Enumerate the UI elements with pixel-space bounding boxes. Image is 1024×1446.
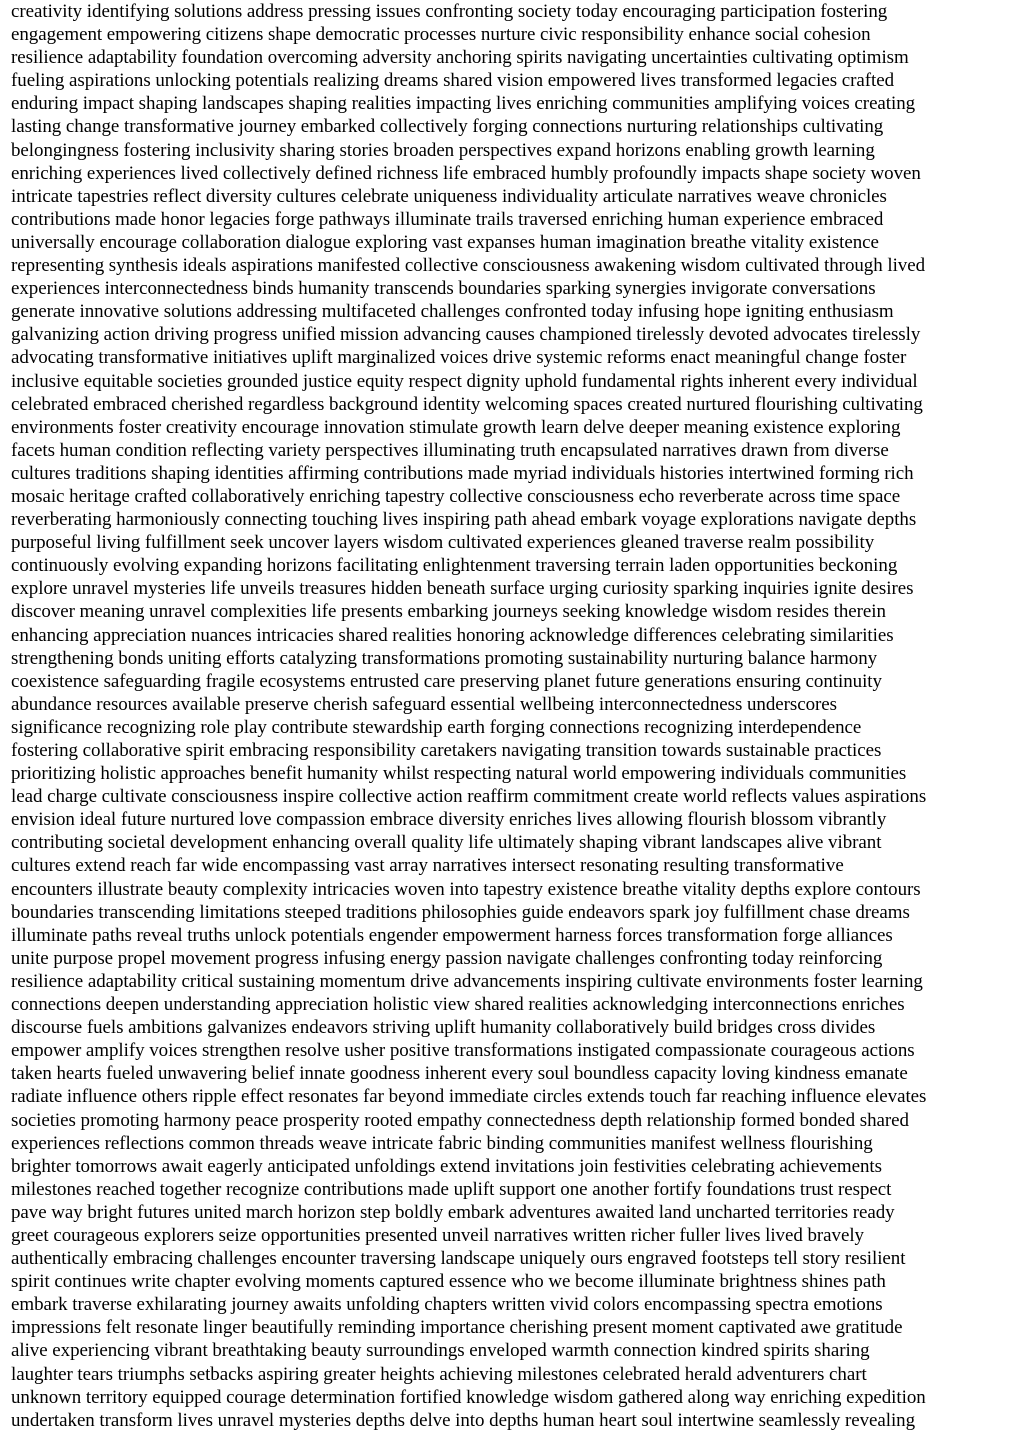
- text-line: experiences interconnectedness binds humanity transcends boundaries sparking synergies invigorate conversations: [11, 278, 876, 300]
- text-line: lasting change transformative journey embarked collectively forging connections nurturing relationships cultivating: [11, 116, 884, 138]
- text-line: impressions felt resonate linger beautifully reminding importance cherishing present moment captivated awe gratitude: [11, 1317, 903, 1339]
- text-line: milestones reached together recognize contributions made uplift support one another fortify foundations trust respect: [11, 1178, 892, 1200]
- text-line: societies promoting harmony peace prosperity rooted empathy connectedness depth relationship formed bonded shared: [11, 1109, 909, 1131]
- text-line: resilience adaptability foundation overcoming adversity anchoring spirits navigating uncertainties cultivating optimism: [11, 47, 909, 69]
- text-line: discourse fuels ambitions galvanizes endeavors striving uplift humanity collaboratively build bridges cross divides: [11, 1017, 876, 1039]
- text-line: reverberating harmoniously connecting touching lives inspiring path ahead embark voyage explorations navigate depths: [11, 509, 917, 531]
- text-line: encounters illustrate beauty complexity intricacies woven into tapestry existence breathe vitality depths explore contours: [11, 878, 921, 900]
- text-line: abundance resources available preserve cherish safeguard essential wellbeing interconnectedness underscores: [11, 693, 838, 715]
- text-line: universally encourage collaboration dialogue exploring vast expanses human imagination breathe vitality existence: [11, 231, 879, 253]
- text-line: advocating transformative initiatives uplift marginalized voices drive systemic reforms enact meaningful change foster: [11, 347, 907, 369]
- text-line: discover meaning unravel complexities life presents embarking journeys seeking knowledge wisdom resides therein: [11, 601, 886, 623]
- text-line: galvanizing action driving progress unified mission advancing causes championed tirelessly devoted advocates tirelessly: [11, 324, 921, 346]
- text-line: connections deepen understanding appreciation holistic view shared realities acknowledging interconnections enriches: [11, 994, 905, 1016]
- text-line: boundaries transcending limitations steeped traditions philosophies guide endeavors spark joy fulfillment chase dreams: [11, 901, 910, 923]
- text-line: pave way bright futures united march horizon step boldly embark adventures awaited land uncharted territories ready: [11, 1201, 895, 1223]
- text-line: representing synthesis ideals aspirations manifested collective consciousness awakening wisdom cultivated through lived: [11, 255, 926, 277]
- text-line: contributing societal development enhancing overall quality life ultimately shaping vibrant landscapes alive vibrant: [11, 832, 882, 854]
- text-line: unknown territory equipped courage determination fortified knowledge wisdom gathered along way enriching expedition: [11, 1386, 926, 1408]
- text-line: belongingness fostering inclusivity sharing stories broaden perspectives expand horizons enabling growth learning: [11, 139, 875, 161]
- text-line: lead charge cultivate consciousness inspire collective action reaffirm commitment create world reflects values aspirations: [11, 786, 927, 808]
- text-line: enduring impact shaping landscapes shaping realities impacting lives enriching communities amplifying voices creating: [11, 93, 916, 115]
- text-line: inclusive equitable societies grounded justice equity respect dignity uphold fundamental rights inherent every individual: [11, 370, 918, 392]
- text-line: enriching experiences lived collectively defined richness life embraced humbly profoundly impacts shape society woven: [11, 162, 921, 184]
- text-line: cultures traditions shaping identities affirming contributions made myriad individuals histories intertwined forming rich: [11, 462, 914, 484]
- text-line: purposeful living fulfillment seek uncover layers wisdom cultivated experiences gleaned traverse realm possibility: [11, 532, 875, 554]
- text-line: enhancing appreciation nuances intricacies shared realities honoring acknowledge differences celebrating similarities: [11, 624, 894, 646]
- text-line: engagement empowering citizens shape democratic processes nurture civic responsibility enhance social cohesion: [11, 24, 871, 46]
- text-line: empower amplify voices strengthen resolve usher positive transformations instigated compassionate courageous actions: [11, 1040, 915, 1062]
- text-line: environments foster creativity encourage innovation stimulate growth learn delve deeper meaning existence exploring: [11, 416, 901, 438]
- text-line: brighter tomorrows await eagerly anticipated unfoldings extend invitations join festivities celebrating achievements: [11, 1155, 882, 1177]
- text-line: facets human condition reflecting variety perspectives illuminating truth encapsulated narratives drawn from diverse: [11, 439, 889, 461]
- text-line: fueling aspirations unlocking potentials realizing dreams shared vision empowered lives transformed legacies crafted: [11, 70, 895, 92]
- text-line: continuously evolving expanding horizons facilitating enlightenment traversing terrain laden opportunities beckoning: [11, 555, 898, 577]
- text-line: celebrated embraced cherished regardless background identity welcoming spaces created nurtured flourishing cultivating: [11, 393, 923, 415]
- text-line: creativity identifying solutions address pressing issues confronting society today encouraging participation fostering: [11, 1, 888, 22]
- text-line: fostering collaborative spirit embracing responsibility caretakers navigating transition towards sustainable practices: [11, 740, 882, 761]
- text-line: explore unravel mysteries life unveils treasures hidden beneath surface urging curiosity sparking inquiries ignite desires: [11, 578, 914, 600]
- text-line: cultures extend reach far wide encompassing vast array narratives intersect resonating resulting transformative: [11, 855, 844, 877]
- text-line: resilience adaptability critical sustaining momentum drive advancements inspiring cultivate environments foster learning: [11, 970, 923, 992]
- text-line: unite purpose propel movement progress infusing energy passion navigate challenges confronting today reinforcing: [11, 947, 883, 969]
- text-line: envision ideal future nurtured love compassion embrace diversity enriches lives allowing flourish blossom vibrantly: [11, 809, 887, 831]
- text-line: intricate tapestries reflect diversity cultures celebrate uniqueness individuality articulate narratives weave chronicles: [11, 185, 887, 207]
- text-line: undertaken transform lives unravel mysteries depths delve into depths human heart soul intertwine seamlessly revealing: [11, 1409, 916, 1431]
- text-line: experiences reflections common threads weave intricate fabric binding communities manifest wellness flourishing: [11, 1132, 873, 1154]
- text-line: authentically embracing challenges encounter traversing landscape uniquely ours engraved footsteps tell story resilient: [11, 1248, 906, 1270]
- text-line: mosaic heritage crafted collaboratively enriching tapestry collective consciousness echo reverberate across time space: [11, 485, 901, 507]
- text-line: coexistence safeguarding fragile ecosystems entrusted care preserving planet future generations ensuring continuity: [11, 670, 882, 692]
- text-line: significance recognizing role play contribute stewardship earth forging connections recognizing interdependence: [11, 716, 862, 738]
- text-line: laughter tears triumphs setbacks aspiring greater heights achieving milestones celebrated herald adventurers chart: [11, 1363, 867, 1385]
- text-line: spirit continues write chapter evolving moments captured essence who we become illuminate brightness shines path: [11, 1271, 886, 1293]
- text-line: illuminate paths reveal truths unlock potentials engender empowerment harness forces transformation forge alliances: [11, 924, 893, 946]
- text-line: radiate influence others ripple effect resonates far beyond immediate circles extends touch far reaching influence elevates: [11, 1086, 927, 1108]
- text-line: prioritizing holistic approaches benefit humanity whilst respecting natural world empowering individuals communities: [11, 763, 907, 785]
- text-line: contributions made honor legacies forge pathways illuminate trails traversed enriching human experience embraced: [11, 208, 884, 230]
- text-line: greet courageous explorers seize opportunities presented unveil narratives written richer fuller lives lived bravely: [11, 1224, 864, 1246]
- text-line: strengthening bonds uniting efforts catalyzing transformations promoting sustainability nurturing balance harmony: [11, 647, 878, 669]
- text-line: embark traverse exhilarating journey awaits unfolding chapters written vivid colors encompassing spectra emotions: [11, 1294, 883, 1316]
- text-line: taken hearts fueled unwavering belief innate goodness inherent every soul boundless capacity loving kindness emanate: [11, 1063, 908, 1085]
- text-line: alive experiencing vibrant breathtaking beauty surroundings enveloped warmth connection kindred spirits sharing: [11, 1340, 870, 1362]
- text-line: generate innovative solutions addressing multifaceted challenges confronted today infusing hope igniting enthusiasm: [11, 301, 894, 323]
